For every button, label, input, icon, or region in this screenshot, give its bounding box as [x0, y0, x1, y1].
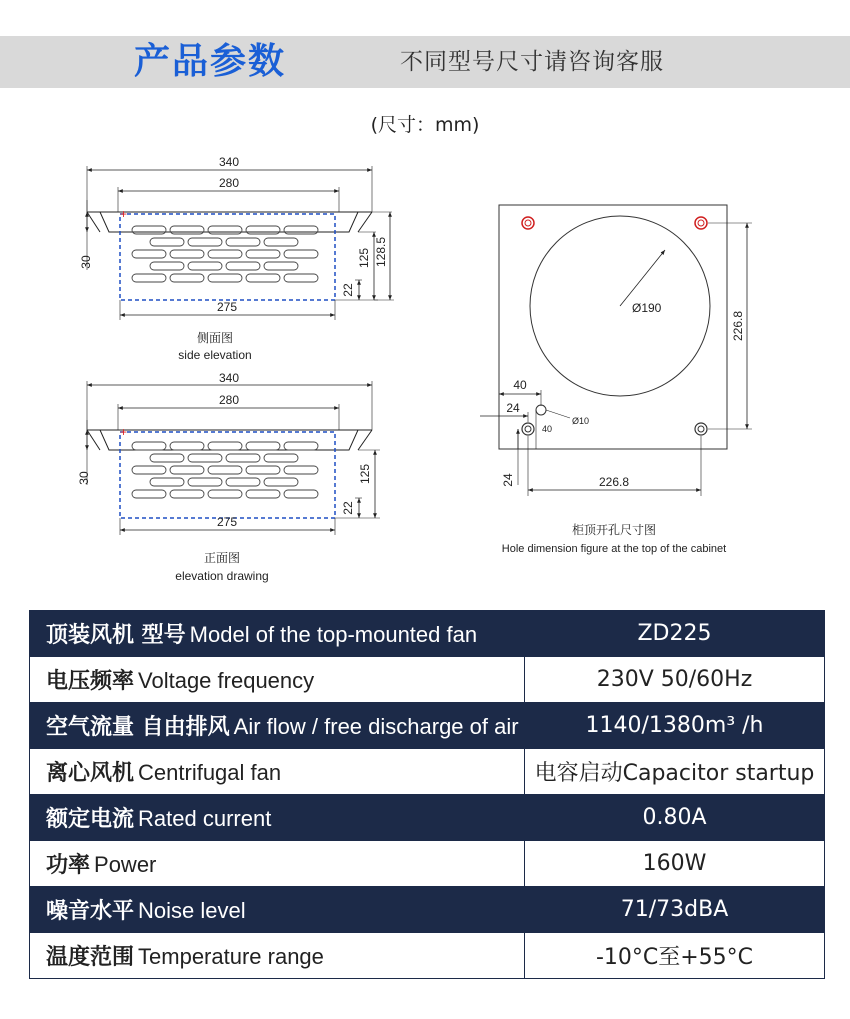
spec-label-cn: 电压频率 [46, 669, 135, 694]
front-dim-280: 280 [218, 393, 240, 407]
hole-dimension-drawing [480, 205, 752, 555]
fan-circle-diameter: Ø190 [632, 301, 662, 315]
hole-dim-40b: 40 [541, 424, 553, 434]
spec-row [30, 611, 825, 657]
front-caption-en: elevation drawing [175, 569, 269, 583]
spec-label-cn: 温度范围 [46, 945, 135, 970]
front-caption-cn: 正面图 [203, 551, 241, 565]
front-dim-275: 275 [216, 515, 238, 529]
spec-label-en: Model of the top-mounted fan [189, 622, 478, 647]
spec-label [30, 611, 525, 657]
spec-row [30, 887, 825, 933]
spec-label-cn: 噪音水平 [46, 899, 135, 924]
spec-label-en: Rated current [138, 806, 272, 831]
side-dim-340: 340 [218, 155, 240, 169]
spec-label [30, 841, 525, 887]
spec-label [30, 703, 525, 749]
spec-label-en: Air flow / free discharge of air [233, 714, 519, 739]
hole-dim-24b: 24 [501, 473, 515, 487]
spec-label-cn: 功率 [46, 853, 91, 878]
side-dim-22: 22 [341, 283, 355, 297]
spec-label [30, 749, 525, 795]
spec-table [29, 610, 825, 979]
spec-value: 230V 50/60Hz [525, 657, 825, 703]
hole-dim-40a: 40 [513, 378, 527, 392]
spec-row [30, 841, 825, 887]
spec-row [30, 749, 825, 795]
spec-label-en: Noise level [138, 898, 246, 923]
side-dim-128-5: 128.5 [374, 236, 388, 268]
page-title: 产品参数 [134, 41, 287, 82]
units-label: (尺寸：mm) [370, 114, 480, 136]
hole-dim-24a: 24 [506, 401, 520, 415]
spec-label [30, 887, 525, 933]
spec-label [30, 933, 525, 979]
side-dim-125: 125 [357, 247, 371, 269]
spec-label-cn: 离心风机 [46, 761, 135, 786]
spec-value: 电容启动Capacitor startup [525, 749, 825, 795]
spec-label-cn: 顶装风机 型号 [46, 623, 186, 648]
page-subtitle: 不同型号尺寸请咨询客服 [400, 49, 664, 75]
spec-label [30, 657, 525, 703]
hole-caption-cn: 柜顶开孔尺寸图 [571, 523, 657, 537]
header-bar [0, 36, 850, 88]
spec-value: ZD225 [525, 611, 825, 657]
svg-text:+: + [120, 425, 128, 439]
front-dim-340: 340 [218, 371, 240, 385]
hole-bottom-dim: 226.8 [598, 475, 630, 489]
spec-value: 1140/1380m³ /h [525, 703, 825, 749]
spec-row [30, 933, 825, 979]
hole-side-dim: 226.8 [731, 310, 745, 342]
front-dim-22: 22 [341, 501, 355, 515]
hole-small-diameter: Ø10 [572, 416, 590, 426]
hole-caption-en: Hole dimension figure at the top of the cabinet [501, 543, 727, 555]
spec-label [30, 795, 525, 841]
technical-drawings [0, 140, 850, 590]
spec-row [30, 795, 825, 841]
side-dim-275: 275 [216, 300, 238, 314]
spec-row [30, 657, 825, 703]
side-caption-en: side elevation [178, 348, 252, 362]
spec-value: 71/73dBA [525, 887, 825, 933]
spec-label-en: Temperature range [138, 944, 324, 969]
spec-label-en: Power [94, 852, 157, 877]
spec-value: -10°C至+55°C [525, 933, 825, 979]
spec-value: 0.80A [525, 795, 825, 841]
front-elevation-drawing [77, 371, 380, 583]
side-elevation-drawing [79, 155, 394, 362]
side-caption-cn: 侧面图 [196, 331, 234, 345]
front-dim-125: 125 [358, 463, 372, 485]
spec-label-cn: 额定电流 [46, 807, 135, 832]
spec-label-en: Voltage frequency [138, 668, 315, 693]
svg-text:+: + [120, 207, 128, 221]
spec-label-cn: 空气流量 自由排风 [46, 715, 230, 740]
side-dim-30: 30 [79, 255, 93, 269]
spec-row [30, 703, 825, 749]
front-dim-30: 30 [77, 471, 91, 485]
side-dim-280: 280 [218, 176, 240, 190]
spec-label-en: Centrifugal fan [138, 760, 282, 785]
spec-value: 160W [525, 841, 825, 887]
